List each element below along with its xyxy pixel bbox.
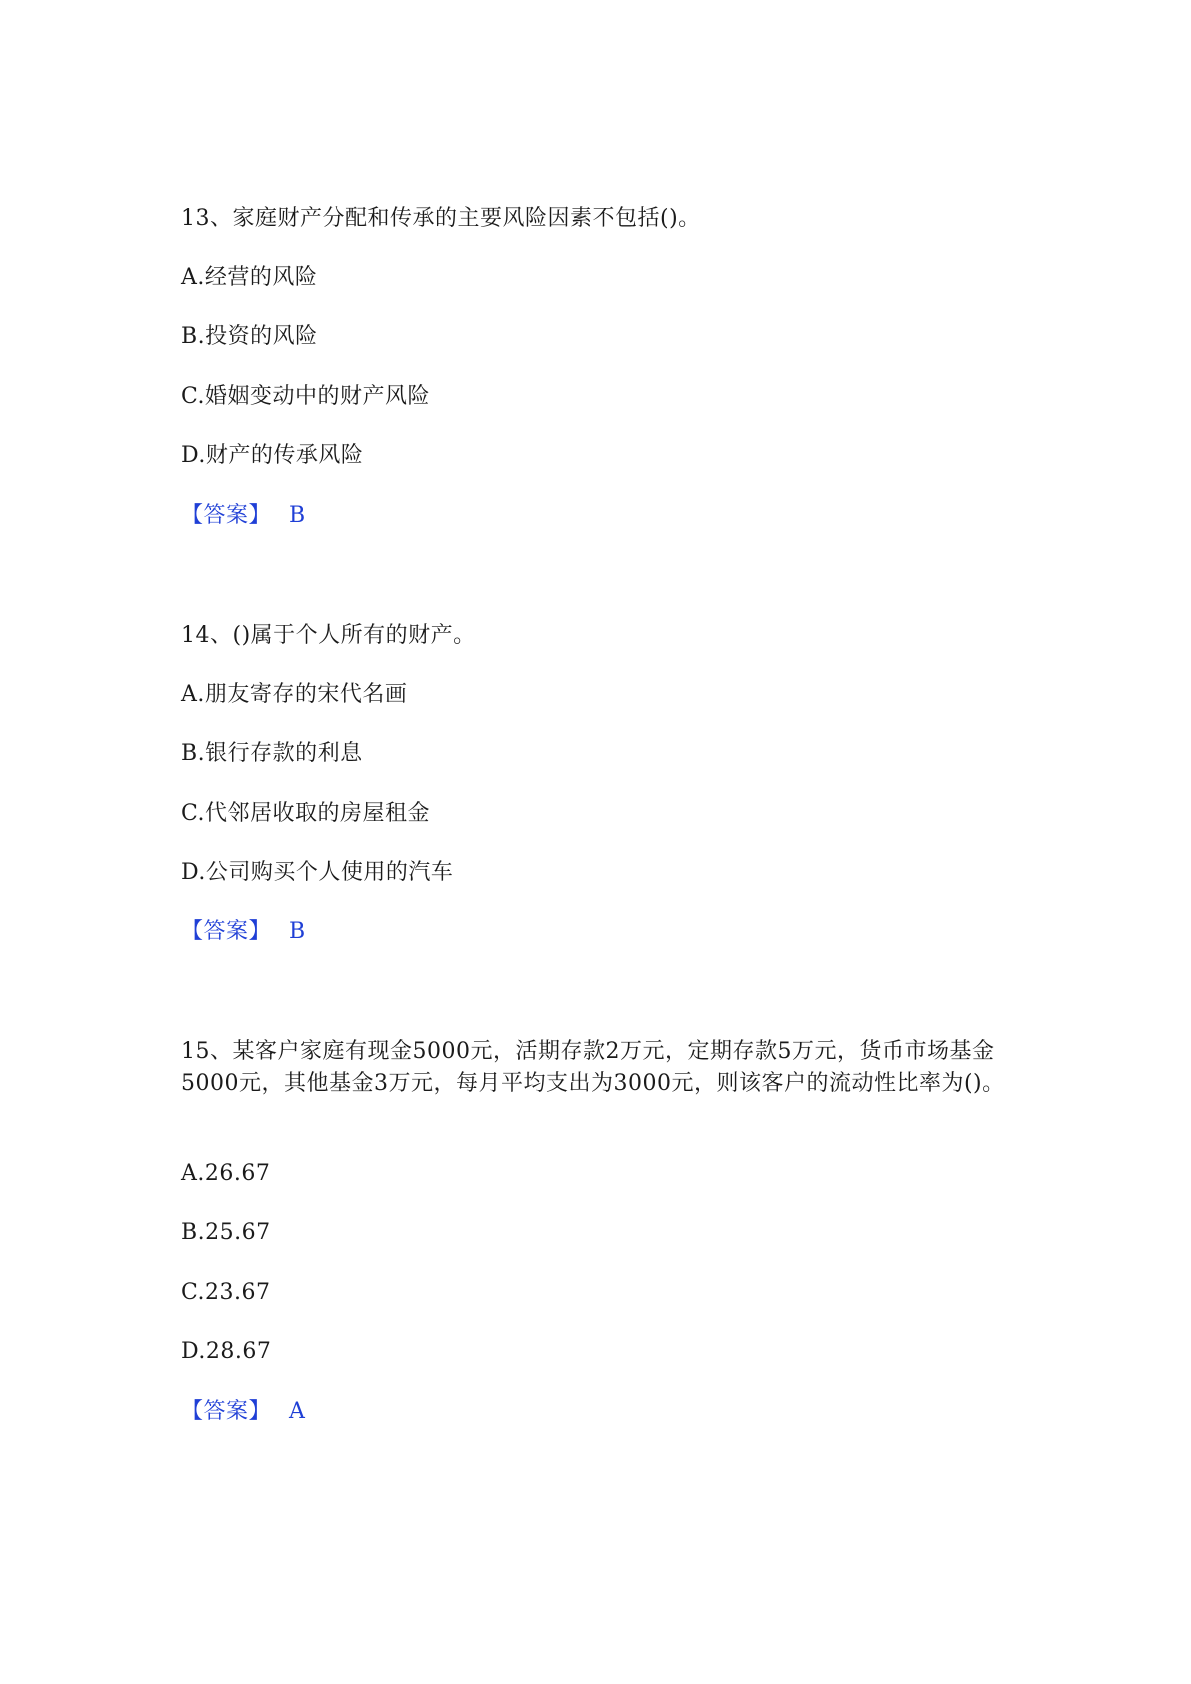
option-text: C.23.67 <box>181 1280 271 1305</box>
answer-14 <box>181 916 1021 948</box>
option-c <box>181 381 1021 413</box>
option-text: C.婚姻变动中的财产风险 <box>181 384 431 409</box>
answer-line <box>181 500 1021 532</box>
answer-label: 【答案】 <box>181 919 272 944</box>
option-a <box>181 1158 1021 1190</box>
question-14 <box>181 620 1021 652</box>
option-text: A.朋友寄存的宋代名画 <box>181 682 408 707</box>
option-d <box>181 1336 1021 1368</box>
option-text: A.经营的风险 <box>181 265 318 290</box>
answer-value: B <box>289 919 306 944</box>
question-13 <box>181 203 1021 235</box>
answer-label: 【答案】 <box>181 503 272 528</box>
answer-value: B <box>289 503 306 528</box>
option-text: A.26.67 <box>181 1161 271 1186</box>
option-text: D.28.67 <box>181 1339 272 1364</box>
answer-15 <box>181 1396 1021 1428</box>
option-text: D.公司购买个人使用的汽车 <box>181 860 454 885</box>
option-b <box>181 738 1021 770</box>
option-c <box>181 1277 1021 1309</box>
option-b <box>181 321 1021 353</box>
option-text: B.投资的风险 <box>181 324 318 349</box>
option-a <box>181 262 1021 294</box>
question-text: 15、某客户家庭有现金5000元，活期存款2万元，定期存款5万元，货币市场基金5000元，其他基金3万元，每月平均支出为3000元，则该客户的流动性比率为()。 <box>181 1039 1005 1096</box>
option-text: B.银行存款的利息 <box>181 741 363 766</box>
option-d <box>181 440 1021 472</box>
option-c <box>181 798 1021 830</box>
option-text: C.代邻居收取的房屋租金 <box>181 801 431 826</box>
option-a <box>181 679 1021 711</box>
answer-value: A <box>289 1399 306 1424</box>
answer-label: 【答案】 <box>181 1399 272 1424</box>
option-d <box>181 857 1021 889</box>
question-15 <box>181 1036 1021 1100</box>
option-text: B.25.67 <box>181 1220 271 1245</box>
answer-line <box>181 916 1021 948</box>
answer-line <box>181 1396 1021 1428</box>
option-b <box>181 1217 1021 1249</box>
option-text: D.财产的传承风险 <box>181 443 364 468</box>
question-text: 13、家庭财产分配和传承的主要风险因素不包括()。 <box>181 206 701 231</box>
question-text: 14、()属于个人所有的财产。 <box>181 623 476 648</box>
answer-13 <box>181 500 1021 532</box>
